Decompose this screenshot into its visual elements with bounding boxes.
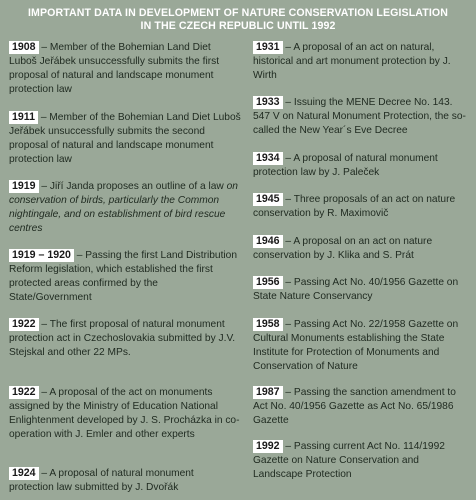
year-badge: 1945 — [253, 193, 283, 206]
year-badge: 1958 — [253, 318, 283, 331]
page-title — [0, 7, 476, 33]
entry-text: – A proposal of the act on monuments assigned by the Ministry of Education National Enlightenment developed by J. S. Procházka in co-operation with J. Emler and other experts — [9, 387, 240, 441]
year-badge: 1924 — [9, 467, 39, 480]
entry-text: – Member of the Bohemian Land Diet Luboš Jeřábek unsuccessfully submits the second proposal of natural and landscape monument protection law — [9, 112, 241, 166]
title-line-2: IN THE CZECH REPUBLIC UNTIL 1992 — [140, 20, 336, 32]
entry-text: – Passing current Act No. 114/1992 Gazette on Nature Conservation and Landscape Protection — [253, 441, 445, 481]
timeline-entry — [253, 440, 471, 482]
entry-text: – A proposal of natural monument protection law submitted by J. Dvořák — [9, 468, 194, 494]
timeline-entry — [9, 111, 241, 167]
timeline-entry — [9, 249, 241, 305]
timeline-entry — [9, 318, 241, 360]
entry-text: – Passing the first Land Distribution Reform legislation, which established the first protected areas confirmed by the State/Government — [9, 250, 238, 304]
entry-text-italic: on conservation of birds, particularly the Common nightingale, and on establishment of bird rescue centres — [9, 181, 238, 235]
timeline-entry — [253, 235, 471, 263]
year-badge: 1922 — [9, 318, 39, 331]
entry-text: – A proposal on an act on nature conservation by J. Klika and S. Prát — [253, 236, 433, 262]
year-badge: 1931 — [253, 41, 283, 54]
year-badge: 1992 — [253, 440, 283, 453]
year-badge: 1987 — [253, 386, 283, 399]
timeline-entry — [253, 193, 471, 221]
timeline-entry — [9, 180, 241, 236]
title-line-1: IMPORTANT DATA IN DEVELOPMENT OF NATURE CONSERVATION LEGISLATION — [28, 7, 448, 19]
entry-text: – Passing Act No. 40/1956 Gazette on State Nature Conservancy — [253, 277, 459, 303]
entry-text: – Jiří Janda proposes an outline of a law — [38, 181, 227, 192]
year-badge: 1934 — [253, 152, 283, 165]
year-badge: 1908 — [9, 41, 39, 54]
year-badge: 1946 — [253, 235, 283, 248]
entry-text: – Passing Act No. 22/1958 Gazette on Cultural Monuments establishing the State Institute for Protection of Monuments and Conservation of Nature — [253, 319, 459, 373]
entry-text: – Three proposals of an act on nature conservation by R. Maximovič — [253, 194, 456, 220]
entry-text: – A proposal of an act on natural, historical and art monument protection by J. Wirth — [253, 42, 451, 82]
timeline-entry — [9, 41, 241, 97]
entry-text: – Passing the sanction amendment to Act No. 40/1956 Gazette as Act No. 65/1986 Gazette — [253, 387, 456, 427]
timeline-entry — [9, 386, 241, 442]
timeline-entry — [253, 41, 471, 83]
year-badge: 1911 — [9, 111, 38, 124]
timeline-entry — [9, 467, 241, 495]
timeline-entry — [253, 276, 471, 304]
timeline-entry — [253, 96, 471, 138]
year-badge: 1956 — [253, 276, 283, 289]
entry-text: – Issuing the MENE Decree No. 143. 547 V on Natural Monument Protection, the so-called the New Year´s Eve Decree — [253, 97, 466, 137]
timeline-entry — [253, 318, 471, 374]
entry-text: – Member of the Bohemian Land Diet Luboš Jeřábek unsuccessfully submits the first proposal of natural and landscape monument protection law — [9, 42, 220, 96]
timeline-entry — [253, 152, 471, 180]
entry-text: – A proposal of natural monument protection law by J. Paleček — [253, 153, 438, 179]
entry-text: – The first proposal of natural monument protection act in Czechoslovakia submitted by J.V. Stejskal and other 22 MPs. — [9, 319, 236, 359]
year-badge: 1922 — [9, 386, 39, 399]
year-badge: 1919 – 1920 — [9, 249, 74, 262]
timeline-entry — [253, 386, 471, 428]
year-badge: 1919 — [9, 180, 39, 193]
year-badge: 1933 — [253, 96, 283, 109]
